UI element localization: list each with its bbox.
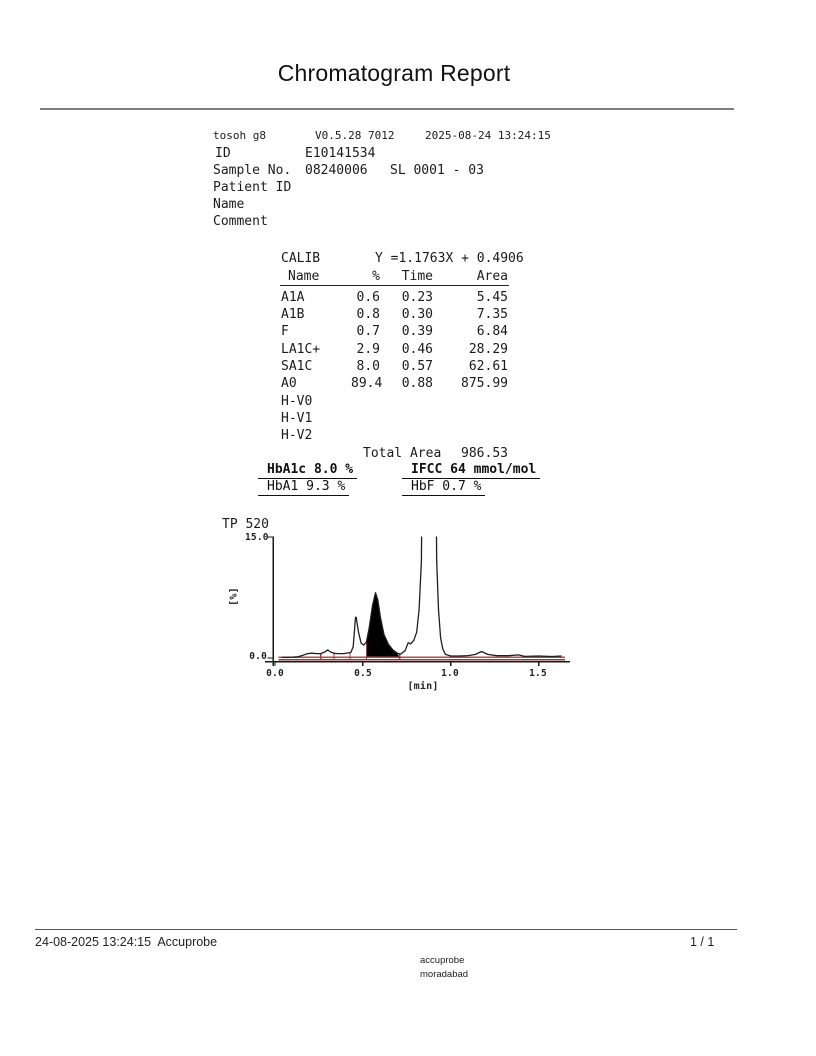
row-pct [351,427,380,444]
y-axis-unit-label: [%] [228,587,240,606]
row-time: 0.39 [401,324,433,340]
row-name: H-V2 [281,428,313,444]
y-min-tick-label: 0.0 [249,650,267,662]
device-version: V0.5.28 7012 [315,129,395,142]
calib-equation: Y =1.1763X + 0.4906 [375,251,524,266]
chart-tp-label: TP 520 [222,516,269,532]
chromatogram-trace [282,512,562,657]
calib-label: CALIB [281,251,321,266]
x-axis-unit-label: [min] [407,680,439,692]
row-area: 875.99 [461,376,508,392]
row-name: A1A [281,289,305,305]
row-pct: 0.8 [356,306,380,322]
row-time: 0.46 [401,341,433,357]
device-model: tosoh g8 [213,129,266,142]
row-pct: 0.6 [356,289,380,305]
result-hba1c: HbA1c 8.0 % [258,462,357,479]
row-area [433,393,508,410]
x-tick-label-3: 1.5 [529,667,547,679]
row-name: A0 [281,376,297,392]
id-label: ID [215,146,231,161]
row-name: SA1C [281,358,313,374]
x-tick-label-1: 0.5 [354,667,372,679]
row-area: 7.35 [476,306,508,322]
row-time: 0.88 [401,376,433,392]
col-header-time: Time [401,268,433,284]
device-datetime: 2025-08-24 13:24:15 [425,129,551,142]
row-name: H-V1 [281,410,313,426]
row-time [380,410,433,427]
footer-org-city: moradabad [420,969,469,980]
name-label: Name [213,197,245,212]
comment-label: Comment [213,214,268,229]
footer-page-number: 1 / 1 [690,935,715,949]
chromatogram-plot [220,512,580,702]
row-pct [351,410,380,427]
result-ifcc: IFCC 64 mmol/mol [402,462,540,479]
x-tick-label-2: 1.0 [441,667,459,679]
row-area [433,427,508,444]
row-area [433,410,508,427]
row-time: 0.23 [401,289,433,305]
sample-label: Sample No. [213,163,292,178]
row-pct: 2.9 [356,341,380,357]
x-tick-label-0: 0.0 [266,667,284,679]
total-area-value: 986.53 [461,445,508,461]
row-pct [351,393,380,410]
row-name: F [281,324,289,340]
sample-value: 08240006 [305,163,368,178]
col-header-area: Area [476,268,508,284]
patient-id-label: Patient ID [213,180,292,195]
table-header-rule [280,285,509,286]
row-time: 0.30 [401,306,433,322]
row-area: 5.45 [476,289,508,305]
total-area-label: Total Area [363,445,442,461]
id-value: E10141534 [305,146,376,161]
row-pct: 0.7 [356,324,380,340]
result-hba1: HbA1 9.3 % [258,479,349,496]
footer-left: 24-08-2025 13:24:15 Accuprobe [35,935,218,949]
sample-slot: SL 0001 - 03 [390,163,484,178]
sa1c-peak-fill [366,593,399,658]
col-header-pct: % [372,268,380,284]
row-area: 6.84 [476,324,508,340]
row-time [380,427,433,444]
y-max-tick-label: 15.0 [245,532,269,543]
result-hbf: HbF 0.7 % [402,479,485,496]
row-area: 62.61 [468,358,508,374]
row-name: LA1C+ [281,341,321,357]
chromatogram-svg [220,512,580,702]
header-divider [40,108,734,110]
col-header-name: Name [288,268,320,284]
row-area: 28.29 [468,341,508,357]
row-name: A1B [281,306,305,322]
footer-org-name: accuprobe [420,955,465,966]
calib-table [281,289,508,445]
row-time: 0.57 [401,358,433,374]
row-pct: 89.4 [351,376,383,392]
page-title: Chromatogram Report [277,60,511,86]
row-time [380,393,433,410]
calib-column-headers [281,268,508,285]
row-pct: 8.0 [356,358,380,374]
footer-divider [35,929,737,930]
row-name: H-V0 [281,393,313,409]
